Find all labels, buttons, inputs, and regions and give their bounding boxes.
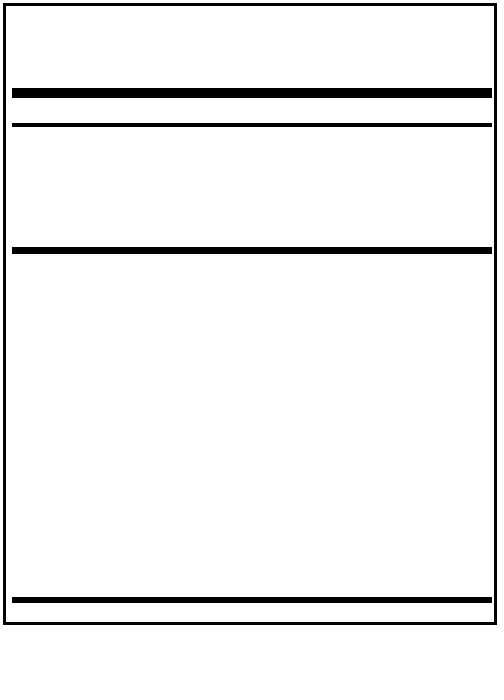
thick-rule-2 xyxy=(12,247,492,254)
supplement-facts-panel xyxy=(3,3,497,625)
column-header xyxy=(12,101,492,125)
medium-rule xyxy=(12,123,492,127)
thick-rule xyxy=(12,88,492,98)
thick-rule-3 xyxy=(12,597,492,603)
